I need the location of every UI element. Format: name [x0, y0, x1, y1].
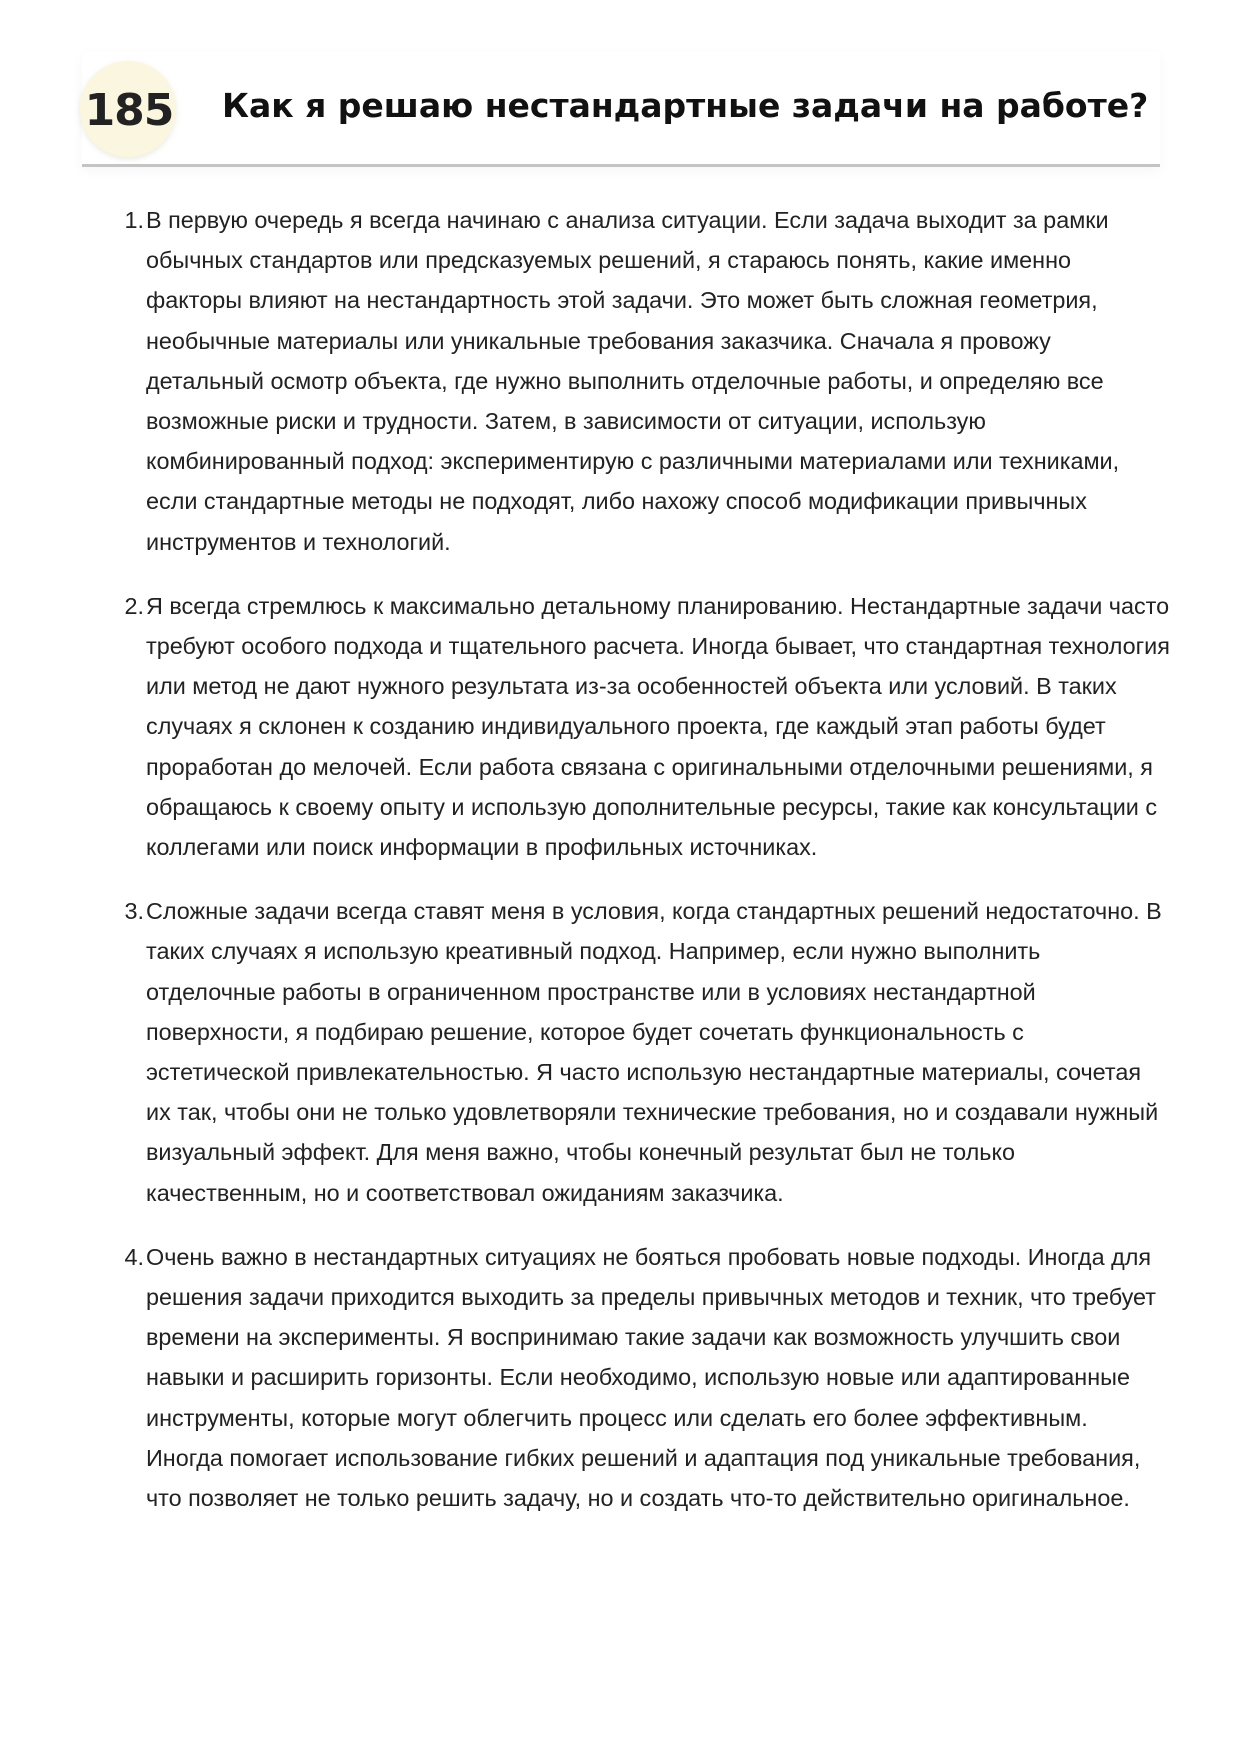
page-header [82, 52, 1160, 167]
answer-number: 3. [124, 898, 144, 925]
answer-text: Очень важно в нестандартных ситуациях не бояться пробовать новые подходы. Иногда для решения задачи приходится выходить за пределы привычных методов и техник, что требует времени на эксперименты. Я воспринимаю такие задачи как возможность улучшить свои навыки и расширить горизонты. Если необходимо, использую новые или адаптированные инструменты, которые могут облегчить процесс или сделать его более эффективным. Иногда помогает использование гибких решений и адаптация под уникальные требования, что позволяет не только решить задачу, но и создать что-то действительно оригинальное. [146, 1243, 1156, 1512]
answer-number: 1. [124, 207, 144, 233]
answer-text: Я всегда стремлюсь к максимально детальному планированию. Нестандартные задачи часто требуют особого подхода и тщательного расчета. Иногда бывает, что стандартная технология или метод не дают нужного результата из-за особенностей объекта или условий. В таких случаях я склонен к созданию индивидуального проекта, где каждый этап работы будет проработан до мелочей. Если работа связана с оригинальными отделочными решениями, я обращаюсь к своему опыту и использую дополнительные ресурсы, такие как консультации с коллегами или поиск информации в профильных источниках. [146, 592, 1170, 861]
answer-number: 4. [124, 1243, 144, 1270]
answer-item [124, 586, 1170, 867]
answer-item [124, 891, 1170, 1213]
answer-text: В первую очередь я всегда начинаю с анализа ситуации. Если задача выходит за рамки обычных стандартов или предсказуемых решений, я стараюсь понять, какие именно факторы влияют на нестандартность этой задачи. Это может быть сложная геометрия, необычные материалы или уникальные требования заказчика. Сначала я провожу детальный осмотр объекта, где нужно выполнить отделочные работы, и определяю все возможные риски и трудности. Затем, в зависимости от ситуации, использую комбинированный подход: экспериментирую с различными материалами или техниками, если стандартные методы не подходят, либо нахожу способ модификации привычных инструментов и технологий. [146, 207, 1120, 555]
answer-list [124, 200, 1170, 1542]
answer-number: 2. [124, 592, 144, 619]
question-number: 185 [84, 85, 174, 136]
question-number-badge [80, 61, 176, 157]
page-title: Как я решаю нестандартные задачи на работе? [222, 86, 1149, 125]
answer-item [124, 1237, 1170, 1518]
answer-text: Сложные задачи всегда ставят меня в условия, когда стандартных решений недостаточно. В таких случаях я использую креативный подход. Например, если нужно выполнить отделочные работы в ограниченном пространстве или в условиях нестандартной поверхности, я подбираю решение, которое будет сочетать функциональность с эстетической привлекательностью. Я часто использую нестандартные материалы, сочетая их так, чтобы они не только удовлетворяли технические требования, но и создавали нужный визуальный эффект. Для меня важно, чтобы конечный результат был не только качественным, но и соответствовал ожиданиям заказчика. [146, 898, 1162, 1206]
answer-item [124, 200, 1170, 562]
